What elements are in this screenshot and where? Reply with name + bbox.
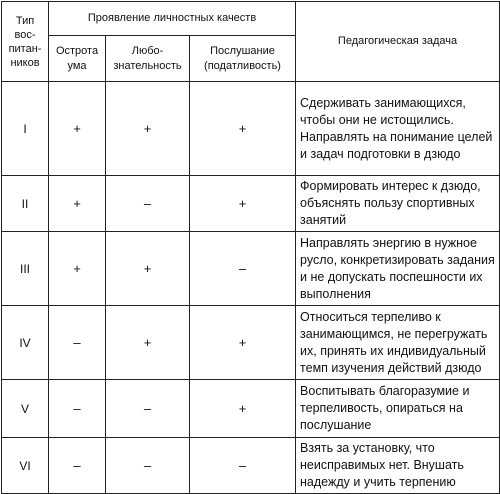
- qualities-group-header: Проявление личностных качеств: [49, 2, 296, 36]
- obedience-cell: +: [190, 82, 296, 176]
- obedience-cell: +: [190, 306, 296, 380]
- table-row: [2, 82, 500, 176]
- table-row: [2, 438, 500, 494]
- table-row: [2, 380, 500, 438]
- task-cell: Формировать интерес к дзюдо, объяснять пользу спортивных занятий: [296, 176, 500, 232]
- obedience-cell: +: [190, 380, 296, 438]
- sharpness-cell: –: [49, 438, 106, 494]
- task-cell: Взять за установку, что неисправимых нет. Внушать надежду и учить терпению: [296, 438, 500, 494]
- header-row-top: [2, 2, 500, 36]
- type-cell: III: [2, 232, 49, 306]
- sharpness-cell: –: [49, 306, 106, 380]
- personality-table: [1, 1, 500, 494]
- type-cell: VI: [2, 438, 49, 494]
- sharpness-column-header: Острота ума: [49, 36, 106, 82]
- type-cell: II: [2, 176, 49, 232]
- table-row: [2, 232, 500, 306]
- task-cell: Относиться терпеливо к занимающимся, не перегружать их, принять их индивидуальный темп изучения действий дзюдо: [296, 306, 500, 380]
- task-cell: Сдерживать занимающихся, чтобы они не истощились. Направлять на понимание целей и задач подготовки в дзюдо: [296, 82, 500, 176]
- sharpness-cell: +: [49, 176, 106, 232]
- type-cell: IV: [2, 306, 49, 380]
- obedience-cell: +: [190, 176, 296, 232]
- obedience-cell: –: [190, 232, 296, 306]
- task-cell: Направлять энергию в нужное русло, конкретизировать задания и не допускать поспешности их выполнения: [296, 232, 500, 306]
- curiosity-cell: +: [106, 232, 190, 306]
- curiosity-cell: –: [106, 176, 190, 232]
- obedience-cell: –: [190, 438, 296, 494]
- curiosity-cell: –: [106, 438, 190, 494]
- curiosity-cell: +: [106, 306, 190, 380]
- curiosity-cell: –: [106, 380, 190, 438]
- sharpness-cell: +: [49, 232, 106, 306]
- type-cell: I: [2, 82, 49, 176]
- sharpness-cell: +: [49, 82, 106, 176]
- obedience-column-header: Послушание (податливость): [190, 36, 296, 82]
- curiosity-column-header: Любо- знательность: [106, 36, 190, 82]
- task-cell: Воспитывать благоразумие и терпеливость, опираться на послушание: [296, 380, 500, 438]
- task-column-header: Педагогическая задача: [296, 2, 500, 82]
- table-row: [2, 306, 500, 380]
- table-row: [2, 176, 500, 232]
- type-column-header: Тип вос- питан- ников: [2, 2, 49, 82]
- curiosity-cell: +: [106, 82, 190, 176]
- sharpness-cell: –: [49, 380, 106, 438]
- type-cell: V: [2, 380, 49, 438]
